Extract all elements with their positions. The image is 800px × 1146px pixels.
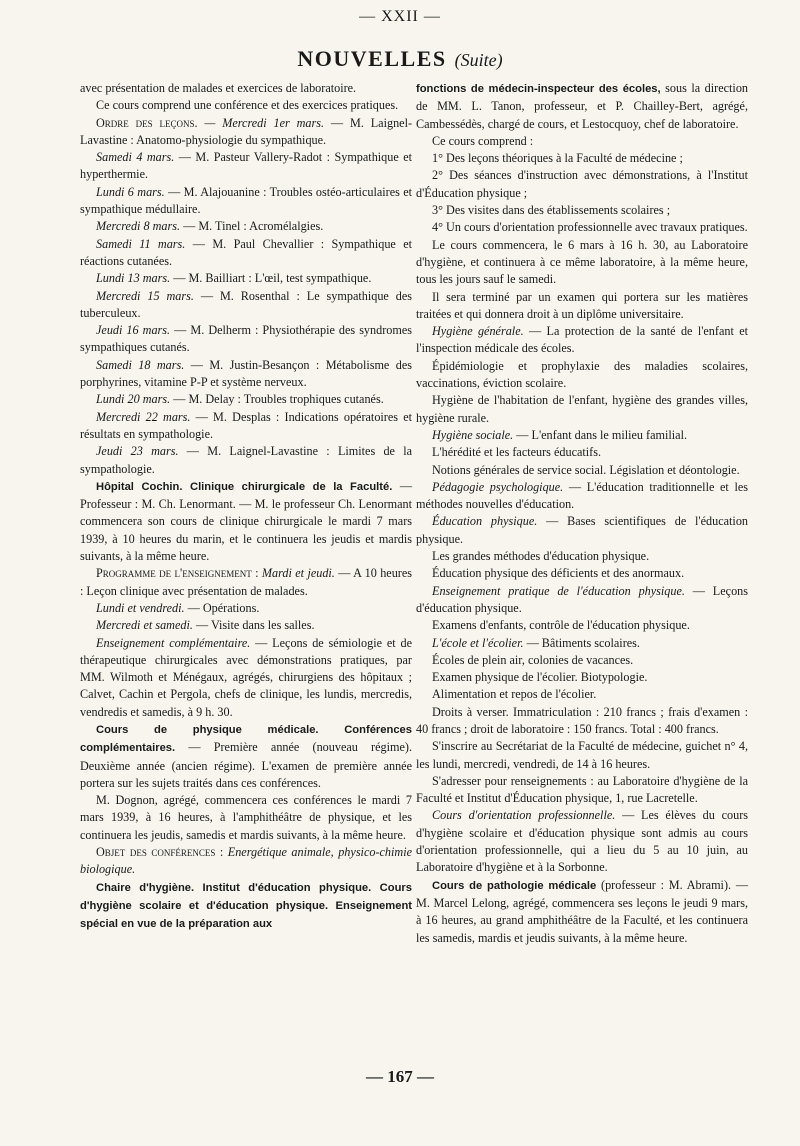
paragraph	[416, 583, 748, 618]
paragraph	[416, 479, 748, 514]
paragraph	[80, 357, 412, 392]
section-lead: Hôpital Cochin. Clinique chirurgicale de la Faculté.	[96, 480, 393, 493]
paragraph	[416, 877, 748, 947]
text: — Visite dans les salles.	[195, 618, 315, 633]
paragraph: Examens d'enfants, contrôle de l'éducation physique.	[432, 618, 690, 633]
paragraph: Notions générales de service social. Législation et déontologie.	[432, 462, 740, 477]
paragraph: L'hérédité et les facteurs éducatifs.	[432, 445, 602, 460]
text: — M. Alajouanine : Troubles ostéo-articulaires et sympathique médullaire.	[80, 184, 413, 217]
left-column	[80, 80, 412, 934]
italic: Mardi et jeudi.	[261, 566, 335, 581]
paragraph	[80, 236, 412, 271]
page-number: — 167 —	[366, 1067, 434, 1086]
text: — Professeur : M. Ch. Lenormant. — M. le professeur Ch. Lenormant commencera son cours de clinique chirurgicale le mardi 7 mars 1939, à 10 heures du marin, et le continuera les jeudis et mardis suivants, à la même heure.	[80, 478, 413, 564]
text: — Bâtiments scolaires.	[526, 635, 640, 650]
professor: (professeur : M. Abrami).	[601, 877, 732, 892]
text: — M. Bailliart : L'œil, test sympathique.	[173, 271, 372, 286]
text: — L'enfant dans le milieu familial.	[516, 427, 688, 442]
text: — M. Pasteur Vallery-Radot : Sympathique et hyperthermie.	[80, 150, 413, 182]
italic: Cours d'orientation professionnelle.	[432, 808, 616, 823]
date: Samedi 4 mars.	[96, 150, 175, 165]
text: — M. Paul Chevallier : Sympathique et réactions cutanées.	[80, 236, 413, 268]
section-lead: Cours de pathologie médicale	[432, 879, 597, 892]
date: Mercredi 22 mars.	[96, 409, 191, 424]
paragraph: Ce cours comprend :	[432, 133, 534, 148]
text: — M. Desplas : Indications opératoires et résultats en sympathologie.	[80, 409, 413, 441]
paragraph	[80, 600, 412, 617]
paragraph	[80, 218, 412, 235]
date: Samedi 11 mars.	[96, 236, 186, 251]
paragraph: 4° Un cours d'orientation professionnelle avec travaux pratiques.	[432, 220, 748, 235]
text: — M. Delay : Troubles trophiques cutanés.	[173, 392, 384, 407]
paragraph	[80, 879, 412, 934]
date: Lundi 13 mars.	[96, 271, 171, 286]
section-lead: fonctions de médecin-inspecteur des écoles,	[416, 83, 661, 95]
paragraph	[80, 149, 412, 184]
label: Programme de l'enseignement :	[96, 566, 259, 581]
paragraph: Éducation physique des déficients et des anormaux.	[432, 566, 685, 581]
text: — La protection de la santé de l'enfant et l'inspection médicale des écoles.	[416, 324, 749, 356]
paragraph: avec présentation de malades et exercices de laboratoire.	[80, 81, 357, 95]
paragraph: Écoles de plein air, colonies de vacances.	[432, 652, 634, 667]
text: — Première année (nouveau régime). Deuxième année (ancien régime). L'examen de première année portera sur les sujets traités dans ces conférences.	[80, 740, 412, 790]
paragraph	[416, 427, 748, 444]
italic: L'école et l'écolier.	[432, 635, 524, 650]
paragraph: Il sera terminé par un examen qui portera sur les matières traitées et qui donnera droit à un diplôme universitaire.	[416, 289, 748, 321]
text: sous la direction de MM. L. Tanon, professeur, et P. Chailley-Bert, agrégé, Cambessédès, chargé de cours, et Lestocquoy, chef de laboratoire.	[416, 81, 749, 131]
paragraph	[80, 721, 412, 792]
paragraph: Ce cours comprend une conférence et des exercices pratiques.	[96, 98, 399, 113]
text: — Les élèves du cours d'hygiène scolaire et d'éducation physique sont admis au cours d'orientation professionnelle, qui a lieu du 5 au 10 juin, au Laboratoire d'hygiène et à la Sorbonne.	[416, 808, 749, 875]
paragraph	[80, 184, 412, 219]
paragraph	[80, 409, 412, 444]
paragraph	[80, 443, 412, 478]
text: — M. Laignel-Lavastine : Anatomo-physiologie du sympathique.	[80, 115, 413, 147]
paragraph: Droits à verser. Immatriculation : 210 francs ; frais d'examen : 40 francs ; droit de laboratoire : 150 francs. Total : 400 francs.	[416, 704, 748, 736]
text: — Bases scientifiques de l'éducation physique.	[416, 514, 749, 546]
paragraph	[416, 323, 748, 358]
date: — Mercredi 1er mars.	[204, 115, 325, 130]
paragraph	[80, 270, 412, 287]
label: Objet des conférences :	[96, 845, 224, 860]
paragraph: Les grandes méthodes d'éducation physique.	[432, 549, 650, 564]
text: — Opérations.	[187, 600, 260, 615]
text: — M. Tinel : Acromélalgies.	[183, 219, 324, 234]
date: Samedi 18 mars.	[96, 357, 185, 372]
paragraph: Examen physique de l'écolier. Biotypologie.	[432, 670, 648, 685]
italic: Mercredi et samedi.	[96, 618, 193, 633]
paragraph: S'inscrire au Secrétariat de la Faculté de médecine, guichet n° 4, les lundi, mercredi, vendredi, de 14 à 16 heures.	[416, 739, 748, 771]
text: — Leçons d'éducation physique.	[416, 583, 748, 615]
text: — L'éducation traditionnelle et les méthodes nouvelles d'éducation.	[416, 479, 748, 512]
paragraph	[80, 635, 412, 721]
paragraph	[80, 391, 412, 408]
text: — M. Delherm : Physiothérapie des syndromes sympathiques cutanés.	[80, 323, 413, 355]
paragraph	[416, 513, 748, 548]
paragraph	[80, 617, 412, 634]
paragraph	[80, 115, 412, 150]
date: Jeudi 16 mars.	[96, 323, 171, 338]
italic: Enseignement complémentaire.	[96, 635, 251, 650]
paragraph: Hygiène de l'habitation de l'enfant, hygiène des grandes villes, hygiène rurale.	[416, 393, 748, 425]
text: — M. Justin-Besançon : Métabolisme des porphyrines, vitamine P-P et système nerveux.	[80, 357, 412, 390]
page-title	[0, 46, 800, 72]
paragraph: S'adresser pour renseignements : au Laboratoire d'hygiène de la Faculté et Institut d'Éducation physique, 1, rue Lacretelle.	[416, 773, 748, 806]
paragraph: Épidémiologie et prophylaxie des maladies scolaires, vaccinations, éviction scolaire.	[416, 358, 748, 391]
italic: Enseignement pratique de l'éducation physique.	[432, 583, 685, 598]
italic: Hygiène générale.	[432, 324, 524, 339]
paragraph	[80, 478, 412, 565]
paragraph: 1° Des leçons théoriques à la Faculté de médecine ;	[432, 151, 683, 166]
date: Jeudi 23 mars.	[96, 444, 179, 459]
text: — M. Laignel-Lavastine : Limites de la sympathologie.	[80, 444, 412, 476]
paragraph	[416, 807, 748, 876]
page-header-roman: — XXII —	[359, 8, 441, 25]
date: Mercredi 8 mars.	[96, 219, 181, 234]
text: — M. Rosenthal : Le sympathique des tuberculeux.	[80, 288, 413, 320]
italic: Lundi et vendredi.	[96, 600, 185, 615]
paragraph	[80, 565, 412, 600]
italic: Éducation physique.	[432, 514, 538, 529]
date: Mercredi 15 mars.	[96, 288, 194, 303]
paragraph	[80, 288, 412, 323]
section-lead: Cours de physique médicale. Conférences complémentaires.	[80, 723, 412, 755]
text: — Leçons de sémiologie et de thérapeutique chirurgicales avec démonstrations pratiques, par MM. Wilmoth et Ménégaux, agrégés, chirurgiens des hôpitaux ; Calvet, Cachin et Pergola, chefs de clinique, les lundis, mercredis, vendredis et samedis, à 9 h. 30.	[80, 635, 412, 719]
italic: Pédagogie psychologique.	[432, 479, 564, 494]
right-column	[416, 80, 748, 947]
date: Lundi 6 mars.	[96, 184, 165, 199]
text: — M. Marcel Lelong, agrégé, commencera ses leçons le jeudi 9 mars, à 16 heures, au grand amphithéâtre de la Faculté, et les continuera les samedis, mardis et jeudis suivants, à la même heure.	[416, 877, 748, 945]
date: Lundi 20 mars.	[96, 392, 171, 407]
italic: Hygiène sociale.	[432, 427, 514, 442]
title-sub: (Suite)	[454, 50, 503, 70]
text: — A 10 heures : Leçon clinique avec présentation de malades.	[80, 566, 413, 598]
paragraph: 2° Des séances d'instruction avec démonstrations, à l'Institut d'Éducation physique ;	[416, 168, 748, 200]
paragraph: M. Dognon, agrégé, commencera ces conférences le mardi 7 mars 1939, à 16 heures, à l'amphithéâtre de physique, et les continuera les jeudis, samedis et mardis suivants, à la même heure.	[80, 793, 412, 842]
label: Ordre des leçons.	[96, 115, 198, 130]
paragraph	[416, 635, 748, 652]
paragraph: 3° Des visites dans des établissements scolaires ;	[432, 203, 671, 218]
paragraph	[416, 80, 748, 133]
paragraph: Le cours commencera, le 6 mars à 16 h. 30, au Laboratoire d'hygiène, et continuera à ce même laboratoire, à la même heure, tous les jours sauf le samedi.	[416, 237, 748, 287]
paragraph	[80, 322, 412, 357]
paragraph	[80, 844, 412, 879]
paragraph: Alimentation et repos de l'écolier.	[432, 687, 597, 702]
section-lead: Chaire d'hygiène. Institut d'éducation physique. Cours d'hygiène scolaire et d'éducation physique. Enseignement spécial en vue de la préparation aux	[80, 881, 412, 931]
title-main: NOUVELLES	[297, 46, 447, 71]
italic: Energétique animale, physico-chimie biologique.	[80, 845, 412, 877]
